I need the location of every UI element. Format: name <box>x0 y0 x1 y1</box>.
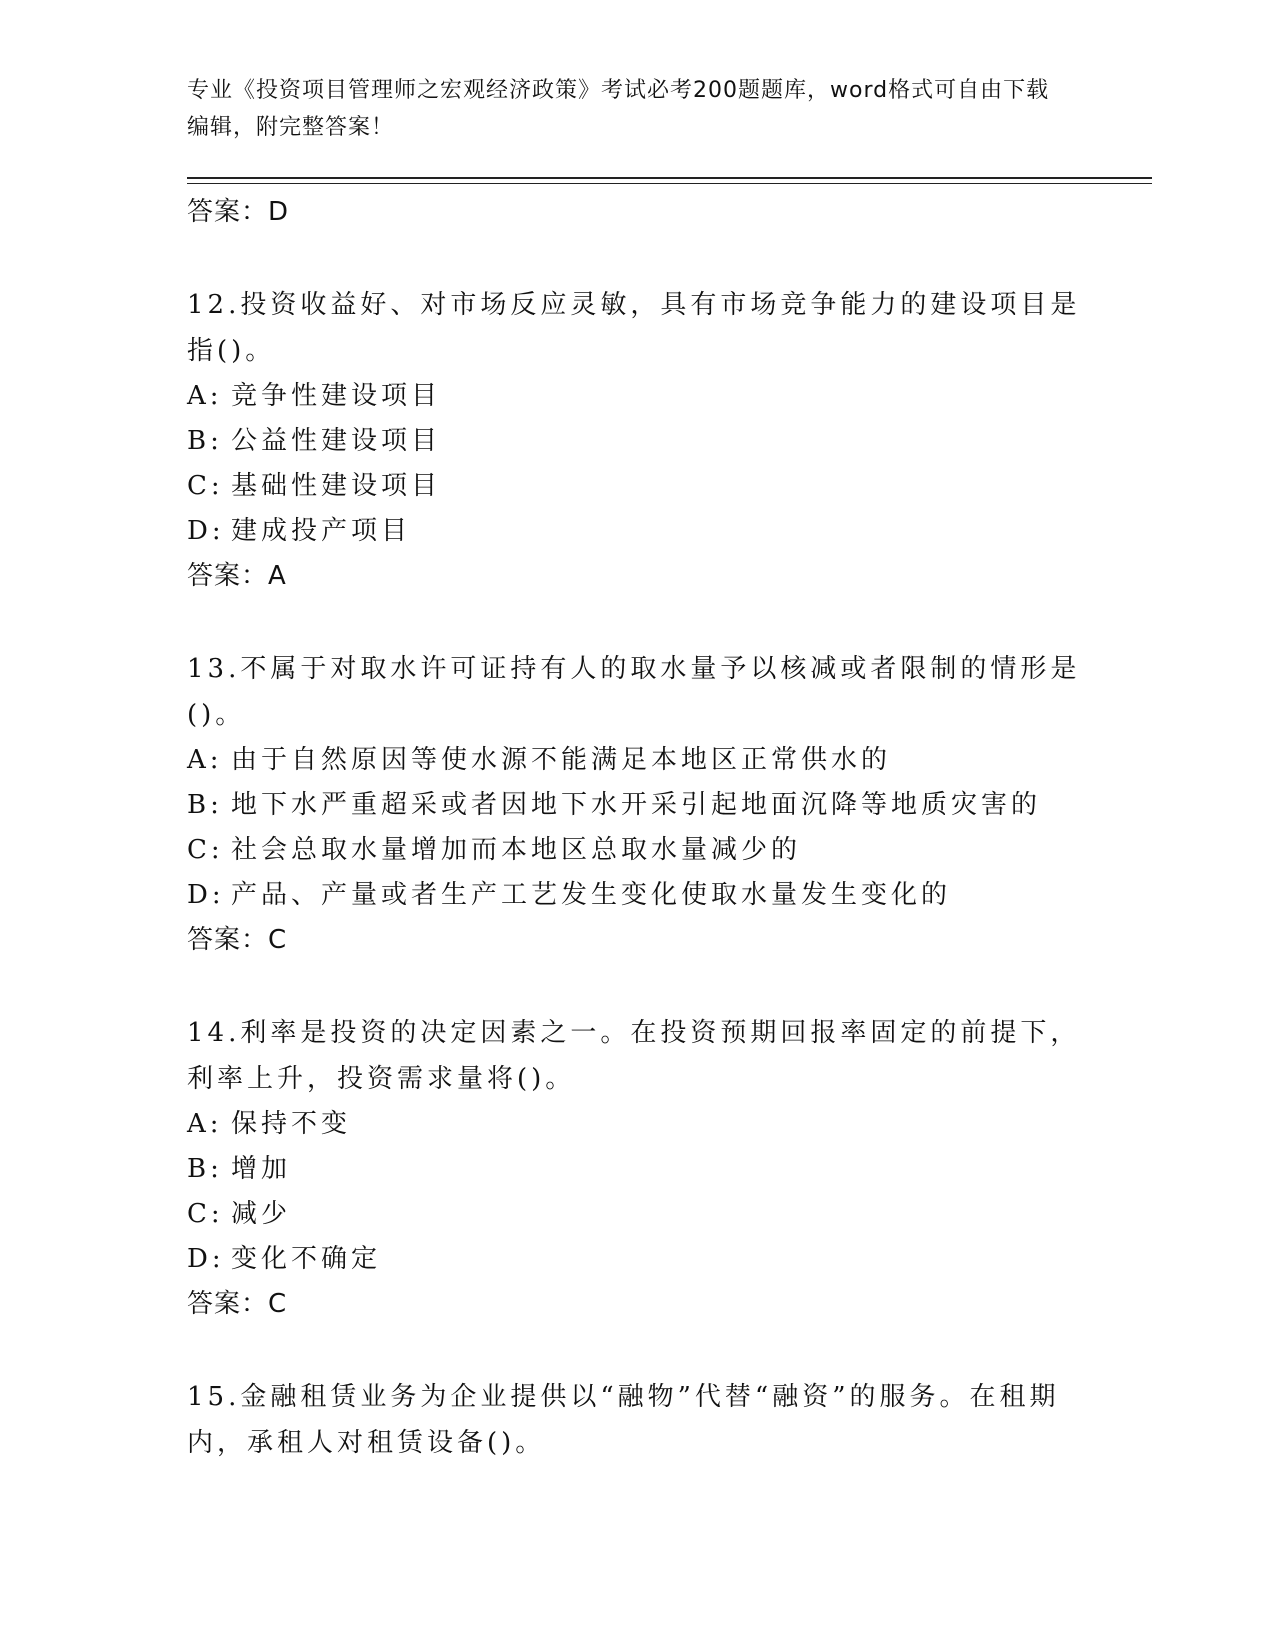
answer-line: 答案：D <box>187 197 290 227</box>
answer-line: 答案：C <box>187 1289 288 1319</box>
question-text: 12.投资收益好、对市场反应灵敏，具有市场竞争能力的建设项目是指()。 <box>187 290 1081 366</box>
question-text: 14.利率是投资的决定因素之一。在投资预期回报率固定的前提下，利率上升，投资需求量将()。 <box>187 1018 1081 1094</box>
question-text: 13.不属于对取水许可证持有人的取水量予以核减或者限制的情形是()。 <box>187 654 1081 730</box>
option-text: 由于自然原因等使水源不能满足本地区正常供水的 <box>231 745 892 775</box>
option-key: A: <box>187 745 223 775</box>
question-item <box>187 1010 1087 1326</box>
option-key: B: <box>187 790 223 820</box>
option-key: C: <box>187 471 224 501</box>
option-c <box>187 1192 1087 1237</box>
option-key: A: <box>187 1109 223 1139</box>
option-key: B: <box>187 426 223 456</box>
spacer <box>187 598 1087 646</box>
option-text: 减少 <box>231 1199 292 1229</box>
option-d <box>187 1237 1087 1282</box>
spacer <box>187 962 1087 1010</box>
question-text: 15.金融租赁业务为企业提供以“融物”代替“融资”的服务。在租期内，承租人对租赁设备()。 <box>187 1382 1060 1458</box>
option-key: B: <box>187 1154 223 1184</box>
option-text: 产品、产量或者生产工艺发生变化使取水量发生变化的 <box>231 880 952 910</box>
option-b <box>187 419 1087 464</box>
option-key: C: <box>187 835 224 865</box>
document-header: 专业《投资项目管理师之宏观经济政策》考试必考200题题库，word格式可自由下载编辑，附完整答案！ <box>187 78 1050 140</box>
option-key: D: <box>187 880 225 910</box>
option-text: 保持不变 <box>231 1109 352 1139</box>
option-text: 地下水严重超采或者因地下水开采引起地面沉降等地质灾害的 <box>231 790 1042 820</box>
answer-line: 答案：A <box>187 561 287 591</box>
spacer <box>187 1326 1087 1374</box>
option-a <box>187 1102 1087 1147</box>
option-c <box>187 464 1087 509</box>
question-item <box>187 646 1087 962</box>
option-text: 基础性建设项目 <box>231 471 442 501</box>
option-key: A: <box>187 381 223 411</box>
header-divider-thick <box>187 177 1152 179</box>
option-b <box>187 783 1087 828</box>
question-list <box>187 190 1087 1466</box>
answer-line: 答案：C <box>187 925 288 955</box>
option-d <box>187 873 1087 918</box>
option-b <box>187 1147 1087 1192</box>
option-text: 变化不确定 <box>231 1244 382 1274</box>
option-a <box>187 738 1087 783</box>
question-item <box>187 1374 1087 1466</box>
header-divider-thin <box>187 183 1152 184</box>
option-key: D: <box>187 516 225 546</box>
option-text: 公益性建设项目 <box>231 426 442 456</box>
spacer <box>187 234 1087 282</box>
option-a <box>187 374 1087 419</box>
question-item <box>187 282 1087 598</box>
option-key: C: <box>187 1199 224 1229</box>
option-text: 建成投产项目 <box>231 516 412 546</box>
option-d <box>187 509 1087 554</box>
option-text: 社会总取水量增加而本地区总取水量减少的 <box>231 835 802 865</box>
option-c <box>187 828 1087 873</box>
option-text: 增加 <box>231 1154 292 1184</box>
option-text: 竞争性建设项目 <box>231 381 442 411</box>
option-key: D: <box>187 1244 225 1274</box>
